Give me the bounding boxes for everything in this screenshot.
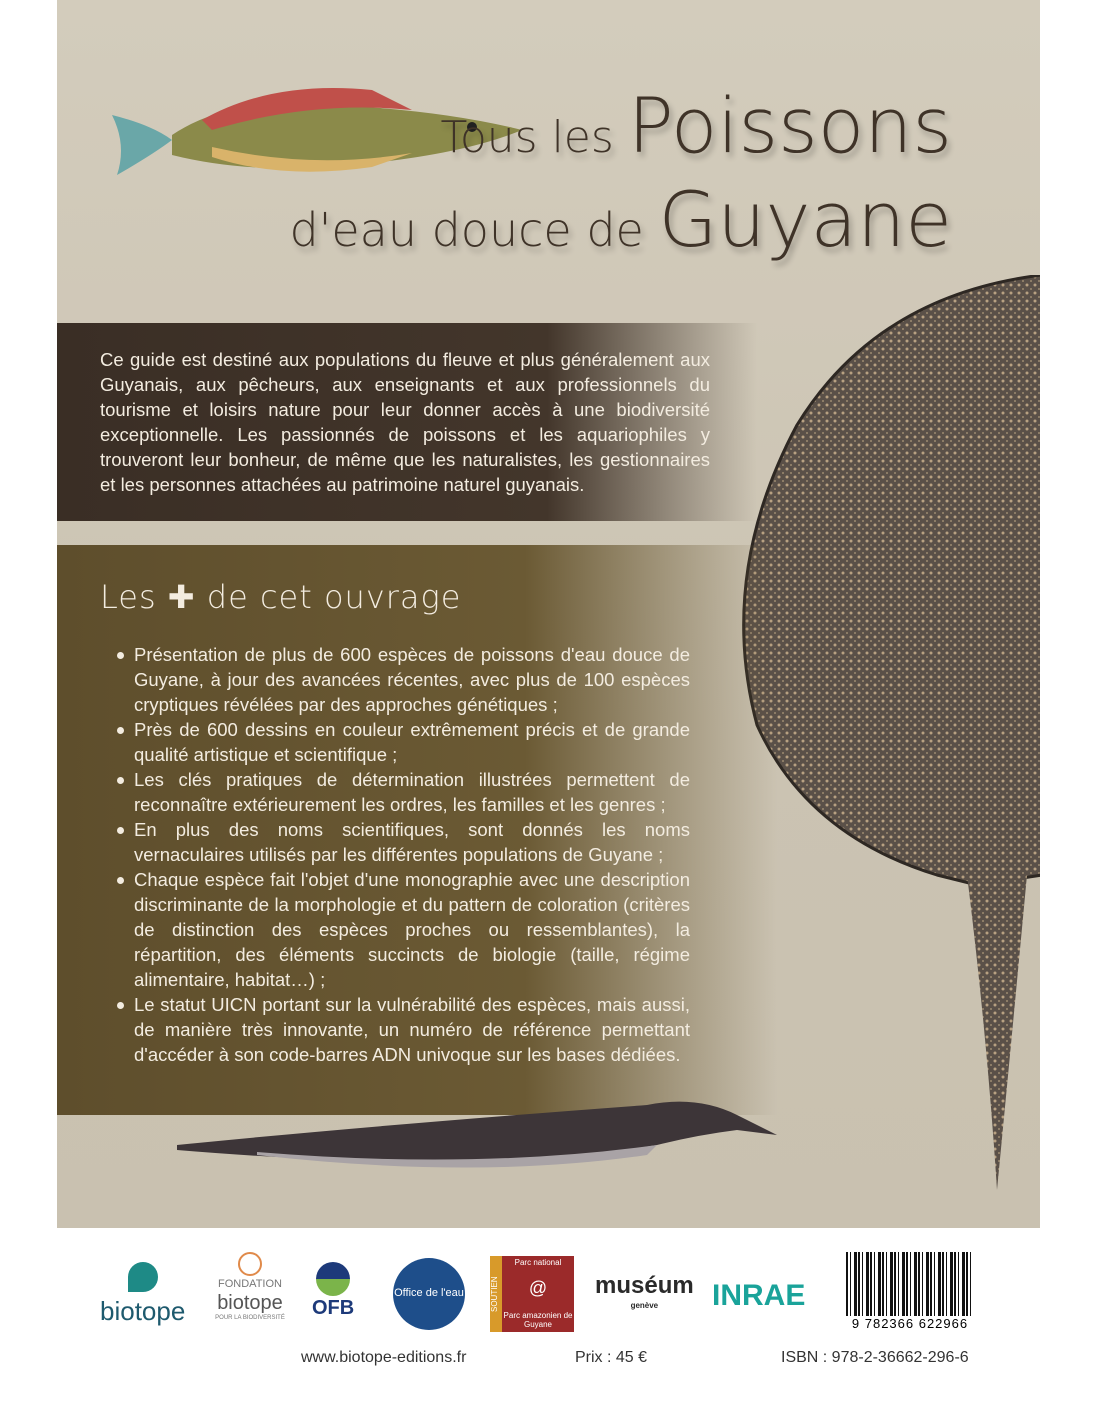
price: Prix : 45 € — [575, 1349, 648, 1366]
features-list — [115, 642, 690, 1067]
list-item: Le statut UICN portant sur la vulnérabilité des espèces, mais aussi, de manière très innovante, un numéro de référence permettant d'accéder à son code-barres ADN univoque sur les bases dédiées. — [115, 992, 690, 1067]
back-cover — [57, 0, 1040, 1228]
inrae-logo: INRAE — [712, 1279, 806, 1312]
office-de-leau-logo: Office de l'eau — [393, 1258, 465, 1330]
museum-geneve-logo: muséum genève — [595, 1272, 694, 1310]
website-link[interactable]: www.biotope-editions.fr — [301, 1349, 467, 1366]
title-line-1: Tous les Poissons — [440, 81, 952, 170]
knifefish-illustration — [177, 1090, 777, 1180]
list-item: En plus des noms scientifiques, sont donnés les noms vernaculaires utilisés par les différentes populations de Guyane ; — [115, 817, 690, 867]
barcode: 9 782366 622966 — [846, 1252, 974, 1332]
intro-text: Ce guide est destiné aux populations du fleuve et plus généralement aux Guyanais, aux pêcheurs, aux enseignants et aux professionnels du tourisme et loisirs nature pour leur donner accès à une biodiversité exceptionnelle. Les passionnés de poissons et les aquariophiles y trouveront leur bonheur, de même que les naturalistes, les gestionnaires et les personnes attachées au patrimoine naturel guyanais. — [100, 349, 710, 495]
list-item: Les clés pratiques de détermination illustrées permettent de reconnaître extérieurement les ordres, les familles et les genres ; — [115, 767, 690, 817]
isbn: ISBN : 978-2-36662-296-6 — [781, 1349, 969, 1366]
features-heading: Les ✚ de cet ouvrage — [100, 578, 462, 616]
plus-icon: ✚ — [167, 578, 196, 616]
biotope-logo: biotope — [100, 1262, 185, 1327]
parc-amazonien-logo: SOUTIEN Parc national @ Parc amazonien de Guyane — [490, 1256, 574, 1332]
intro-panel — [57, 323, 757, 521]
partner-logos — [100, 1252, 980, 1342]
list-item: Près de 600 dessins en couleur extrêmement précis et de grande qualité artistique et scientifique ; — [115, 717, 690, 767]
ofb-logo: OFB — [312, 1262, 354, 1320]
list-item: Présentation de plus de 600 espèces de poissons d'eau douce de Guyane, à jour des avancées récentes, avec plus de 100 espèces cryptiques révélées par des approches génétiques ; — [115, 642, 690, 717]
title-line-2: d'eau douce de Guyane — [289, 175, 952, 264]
fondation-biotope-logo: FONDATION biotope POUR LA BIODIVERSITÉ — [212, 1252, 288, 1322]
list-item: Chaque espèce fait l'objet d'une monographie avec une description discriminante de la morphologie et du pattern de coloration (critères de distinction des espèces proches ou ressemblantes), la répartition, des éléments succincts de biologie (taille, régime alimentaire, habitat…) ; — [115, 867, 690, 992]
features-panel — [57, 545, 777, 1115]
spiral-icon: @ — [528, 1278, 548, 1299]
